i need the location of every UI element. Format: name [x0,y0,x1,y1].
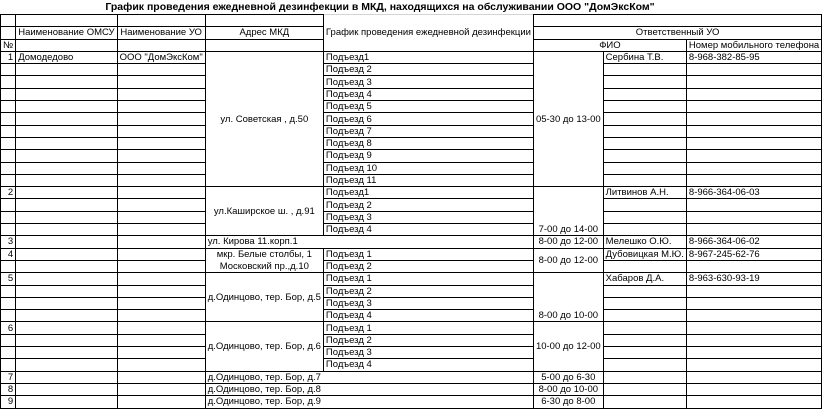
fio-cell: Хабаров Д.А. [603,273,686,285]
address-cell: ул. Кирова 11.корп.1 [205,236,533,248]
address-cell: ул.Каширское ш. , д.91 [205,187,323,236]
entrance-cell: Подъезд 3 [323,347,533,359]
header-row [1,15,822,27]
schedule-cell: 8-00 до 12-00 [533,248,603,273]
row-number: 3 [1,236,16,248]
table-row [1,260,822,272]
address-line-2: Московский пр.,д.10 [205,260,323,272]
schedule-cell: 8-00 до 12-00 [533,236,603,248]
row-number: 9 [1,396,16,408]
header-responsible: Ответственный УО [533,27,821,39]
entrance-cell: Подъезд 2 [323,199,533,211]
entrance-cell: Подъезд 3 [323,211,533,223]
table-row [1,396,822,408]
table-row [1,76,822,88]
header-num: № [1,39,16,51]
schedule-cell: 05-30 до 13-00 [533,51,603,186]
schedule-cell: 7-00 до 14-00 [533,187,603,236]
schedule-cell: 8-00 до 10-00 [533,383,603,395]
table-row [1,383,822,395]
entrance-cell: Подъезд 4 [323,359,533,371]
row-number: 8 [1,383,16,395]
address-cell: д.Одинцово, тер. Бор, д.9 [205,396,533,408]
schedule-cell: 6-30 до 8-00 [533,396,603,408]
entrance-cell: Подъезд 5 [323,101,533,113]
entrance-cell: Подъезд 11 [323,174,533,186]
disinfection-schedule-table [0,14,822,409]
entrance-cell: Подъезд 1 [323,322,533,334]
entrance-cell: Подъезд 6 [323,113,533,125]
header-phone: Номер мобильного телефона [686,39,821,51]
entrance-cell: Подъезд 2 [323,64,533,76]
address-cell: ул. Советская , д.50 [205,51,323,186]
header-uo: Наименование УО [117,27,205,39]
fio-cell: Сербина Т.В. [603,51,686,63]
table-row [1,359,822,371]
header-omsu: Наименование ОМСУ [16,27,117,39]
row-number: 6 [1,322,16,334]
schedule-cell: 5-00 до 6-30 [533,371,603,383]
row-number: 1 [1,51,16,63]
table-row [1,211,822,223]
entrance-cell: Подъезд 4 [323,224,533,236]
fio-cell: Мелешко О.Ю. [603,236,686,248]
phone-cell: 8-966-364-06-03 [686,187,821,199]
entrance-cell: Подъезд 3 [323,297,533,309]
entrance-cell: Подъезд 1 [323,248,533,260]
header-fio: ФИО [533,39,686,51]
table-row [1,199,822,211]
table-row [1,347,822,359]
entrance-cell: Подъезд 4 [323,310,533,322]
table-row [1,224,822,236]
table-row [1,162,822,174]
phone-cell: 8-968-382-85-95 [686,51,821,63]
uo-cell: ООО "ДомЭксКом" [117,51,205,63]
fio-cell: Литвинов А.Н. [603,187,686,199]
table-row [1,248,822,260]
address-line-1: мкр. Белые столбы, 1 [205,248,323,260]
table-row [1,236,822,248]
phone-cell: 8-966-364-06-02 [686,236,821,248]
schedule-cell: 8-00 до 10-00 [533,273,603,322]
entrance-cell: Подъезд 9 [323,150,533,162]
entrance-cell: Подъезд 10 [323,162,533,174]
row-number: 7 [1,371,16,383]
address-cell: д.Одинцово, тер. Бор, д.7 [205,371,533,383]
phone-cell: 8-967-245-62-76 [686,248,821,260]
table-row [1,101,822,113]
entrance-cell: Подъезд 4 [323,88,533,100]
table-row [1,285,822,297]
table-row [1,113,822,125]
table-row [1,334,822,346]
table-row [1,64,822,76]
table-row [1,297,822,309]
entrance-cell: Подъезд 8 [323,137,533,149]
address-cell: д.Одинцово, тер. Бор, д.5 [205,273,323,322]
address-cell: д.Одинцово, тер. Бор, д.8 [205,383,533,395]
entrance-cell: Подъезд 7 [323,125,533,137]
table-row [1,150,822,162]
table-row [1,125,822,137]
header-address: Адрес МКД [205,27,323,39]
table-row [1,174,822,186]
entrance-cell: Подъезд 3 [323,76,533,88]
table-row [1,371,822,383]
table-row [1,137,822,149]
table-row [1,187,822,199]
entrance-cell: Подъезд 2 [323,285,533,297]
table-row [1,51,822,63]
document-title: График проведения ежедневной дезинфекции в МКД, находящихся на обслуживании ООО "ДомЭксКом" [105,1,655,13]
address-cell: д.Одинцово, тер. Бор, д.6 [205,322,323,371]
table-row [1,310,822,322]
phone-cell: 8-963-630-93-19 [686,273,821,285]
table-row [1,322,822,334]
row-number: 5 [1,273,16,285]
table-row [1,88,822,100]
entrance-cell: Подъезд 1 [323,273,533,285]
entrance-cell: Подъезд1 [323,51,533,63]
entrance-cell: Подъезд1 [323,187,533,199]
row-number: 4 [1,248,16,260]
omsu-cell: Домодедово [16,51,117,63]
schedule-cell: 10-00 до 12-00 [533,322,603,371]
entrance-cell: Подъезд 2 [323,260,533,272]
header-schedule: График проведения ежедневной дезинфекции [323,15,533,52]
table-row [1,273,822,285]
row-number: 2 [1,187,16,199]
entrance-cell: Подъезд 2 [323,334,533,346]
fio-cell: Дубовицкая М.Ю. [603,248,686,260]
